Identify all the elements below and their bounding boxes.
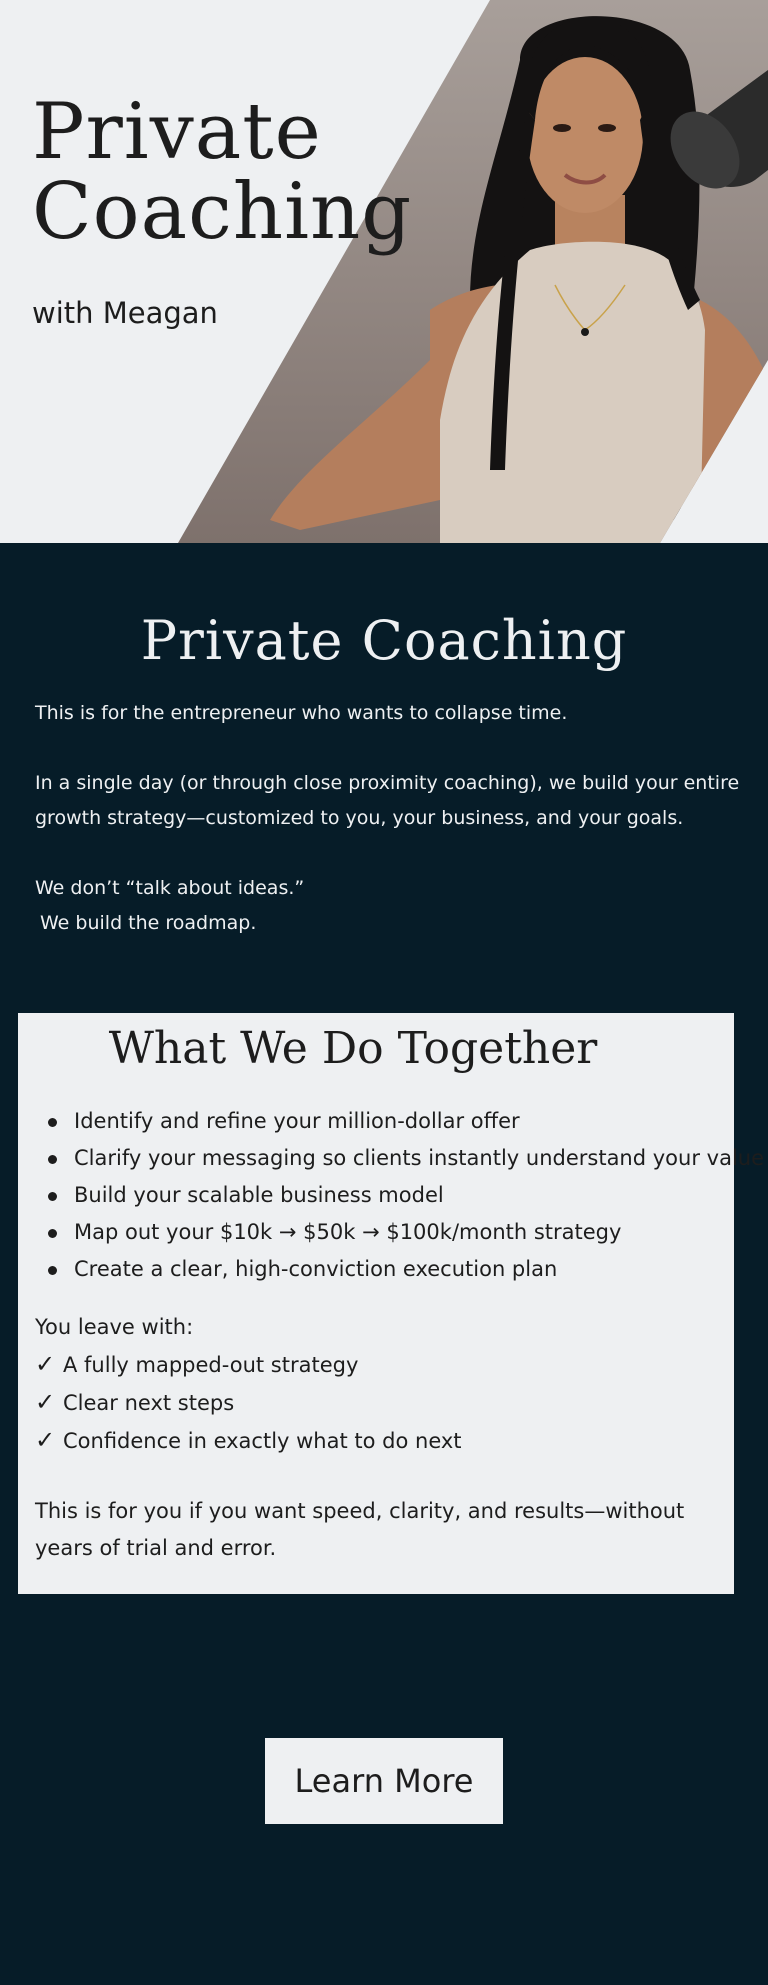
list-item xyxy=(35,1177,764,1214)
check-icon: ✓ xyxy=(35,1350,56,1378)
intro-paragraph-1: This is for the entrepreneur who wants to collapse time. xyxy=(35,702,568,724)
hero-subtitle: with Meagan xyxy=(32,296,218,330)
bullet-dot-icon xyxy=(48,1229,57,1238)
card-title: What We Do Together xyxy=(108,1023,598,1074)
outcomes-list xyxy=(35,1346,462,1460)
list-item-text: Map out your $10k → $50k → $100k/month strategy xyxy=(74,1220,622,1244)
list-item-text: Clear next steps xyxy=(63,1391,235,1415)
intro-paragraph-3-line2: We build the roadmap. xyxy=(40,912,257,934)
list-item-text: Identify and refine your million-dollar offer xyxy=(74,1109,520,1133)
intro-paragraph-2: In a single day (or through close proximity coaching), we build your entire growth strategy—customized to you, your business, and your goals. xyxy=(35,772,740,829)
hero-banner xyxy=(0,0,768,543)
together-card xyxy=(18,1013,765,1594)
list-item-text: Create a clear, high-conviction execution plan xyxy=(74,1257,558,1281)
bullet-dot-icon xyxy=(48,1266,57,1275)
learn-more-button[interactable]: Learn More xyxy=(265,1738,503,1824)
list-item-text: Build your scalable business model xyxy=(74,1183,444,1207)
list-item xyxy=(35,1422,462,1460)
intro-paragraph-3-line1: We don’t “talk about ideas.” xyxy=(35,877,305,899)
list-item xyxy=(35,1140,764,1177)
hero-title-line1: Private xyxy=(32,87,322,177)
intro-text xyxy=(35,696,740,941)
list-item xyxy=(35,1251,764,1288)
intro-paragraph-3 xyxy=(35,871,740,941)
closing-text: This is for you if you want speed, clarity, and results—without years of trial and error. xyxy=(35,1499,685,1560)
section-title: Private Coaching xyxy=(140,609,628,672)
list-item xyxy=(35,1103,764,1140)
benefits-list xyxy=(35,1103,764,1288)
list-item xyxy=(35,1214,764,1251)
list-item-text: Clarify your messaging so clients instantly understand your value xyxy=(74,1146,765,1170)
list-item-text: A fully mapped-out strategy xyxy=(63,1353,359,1377)
bullet-dot-icon xyxy=(48,1118,57,1127)
list-item xyxy=(35,1346,462,1384)
check-icon: ✓ xyxy=(35,1388,56,1416)
coaching-section xyxy=(0,543,768,1985)
coach-photo xyxy=(0,0,768,543)
hero-title xyxy=(32,87,413,257)
list-item-text: Confidence in exactly what to do next xyxy=(63,1429,462,1453)
check-icon: ✓ xyxy=(35,1426,56,1454)
leave-with-label: You leave with: xyxy=(35,1315,194,1339)
hero-title-line2: Coaching xyxy=(32,167,413,257)
bullet-dot-icon xyxy=(48,1192,57,1201)
list-item xyxy=(35,1384,462,1422)
bullet-dot-icon xyxy=(48,1155,57,1164)
